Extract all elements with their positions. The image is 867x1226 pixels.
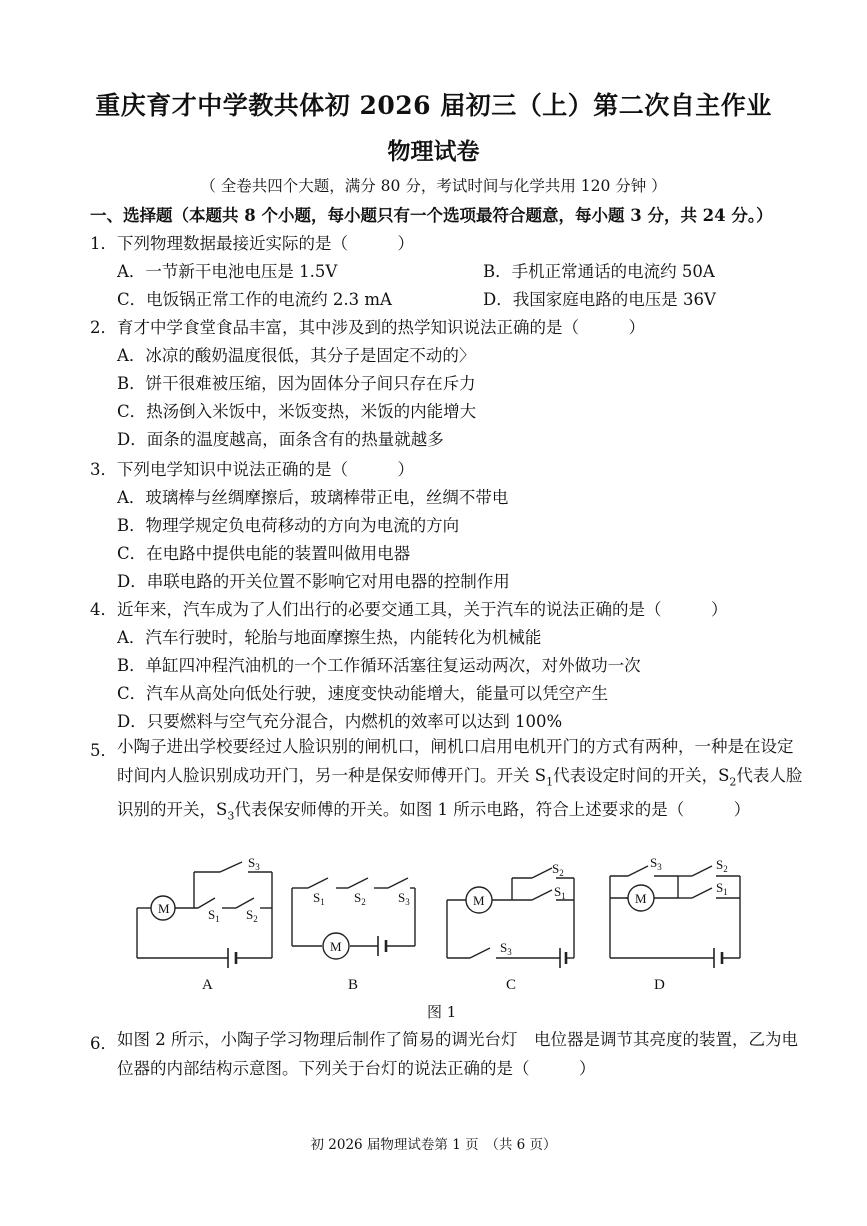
exam-subtitle: 物理试卷 [387, 138, 480, 165]
switch-label-a-s3: $S_3$ [248, 855, 260, 872]
q3-stem: 3．下列电学知识中说法正确的是（ ） [90, 460, 414, 479]
motor-label-d: M [635, 891, 647, 906]
q3-option-a: A．玻璃棒与丝绸摩擦后，玻璃棒带正电，丝绸不带电 [117, 488, 509, 507]
option-label-a: A [202, 977, 213, 993]
exam-note: （ 全卷共四个大题，满分 80 分，考试时间与化学共用 120 分钟 ） [200, 177, 667, 195]
q2-option-c: C．热汤倒入米饭中，米饭变热，米饭的内能增大 [117, 402, 477, 421]
q2-stem: 2．育才中学食堂食品丰富，其中涉及到的热学知识说法正确的是（ ） [90, 318, 645, 337]
q2-option-b: B．饼干很难被压缩，因为固体分子间只存在斥力 [117, 374, 476, 393]
q1-stem: 1．下列物理数据最接近实际的是（ ） [90, 234, 414, 253]
motor-label-b: M [330, 939, 342, 954]
switch-label-a-s2: $S_2$ [246, 907, 258, 924]
q4-option-a: A．汽车行驶时，轮胎与地面摩擦生热，内能转化为机械能 [117, 628, 542, 647]
option-label-d: D [654, 977, 665, 993]
q3-option-b: B．物理学规定负电荷移动的方向为电流的方向 [117, 516, 460, 535]
q4-option-d: D．只要燃料与空气充分混合，内燃机的效率可以达到 100% [117, 712, 563, 731]
switch-label-c-s1: $S_1$ [554, 884, 566, 901]
q4-option-c: C．汽车从高处向低处行驶，速度变快动能增大，能量可以凭空产生 [117, 684, 609, 703]
q6-text: 如图 2 所示，小陶子学习物理后制作了简易的调光台灯 电位器是调节其亮度的装置，乙为电位器的内部结构示意图。下列关于台灯的说法正确的是（ ） [117, 1030, 798, 1078]
q6-number: 6． [90, 1034, 117, 1053]
q4-option-b: B．单缸四冲程汽油机的一个工作循环活塞往复运动两次，对外做功一次 [117, 656, 641, 675]
q5-number: 5． [90, 741, 117, 760]
q2-option-a: A．冰凉的酸奶温度很低，其分子是固定不动的〉 [117, 346, 476, 365]
q1-option-a: A．一节新干电池电压是 1.5V [117, 262, 338, 281]
q2-option-d: D．面条的温度越高，面条含有的热量就越多 [117, 430, 444, 449]
page-footer: 初 2026 届物理试卷第 1 页 （共 6 页） [310, 1137, 557, 1153]
section-1-heading: 一、选择题（本题共 8 个小题，每小题只有一个选项最符合题意，每小题 3 分，共 24 分。） [90, 206, 773, 225]
switch-label-a-s1: $S_1$ [208, 907, 220, 924]
option-label-c: C [506, 977, 517, 993]
q1-option-d: D．我国家庭电路的电压是 36V [483, 290, 716, 309]
q1-option-c: C．电饭锅正常工作的电流约 2.3 mA [117, 290, 392, 309]
figure-1-circuits [0, 850, 867, 1000]
option-label-b: B [348, 977, 359, 993]
switch-label-c-s3: $S_3$ [500, 940, 512, 957]
switch-label-c-s2: $S_2$ [552, 861, 564, 878]
switch-label-d-s3: $S_3$ [650, 855, 662, 872]
q3-option-d: D．串联电路的开关位置不影响它对用电器的控制作用 [117, 572, 510, 591]
switch-label-d-s1: $S_1$ [716, 880, 728, 897]
switch-label-d-s2: $S_2$ [716, 857, 728, 874]
motor-label-c: M [473, 893, 485, 908]
switch-label-b-s2: $S_2$ [354, 890, 366, 907]
q4-stem: 4．近年来，汽车成为了人们出行的必要交通工具，关于汽车的说法正确的是（ ） [90, 600, 728, 619]
q3-option-c: C．在电路中提供电能的装置叫做用电器 [117, 544, 411, 563]
switch-label-b-s3: $S_3$ [398, 890, 410, 907]
exam-title: 重庆育才中学教共体初 2026 届初三（上）第二次自主作业 [95, 91, 772, 120]
motor-label-a: M [158, 901, 170, 916]
figure-1-caption: 图 1 [427, 1003, 457, 1021]
switch-label-b-s1: $S_1$ [313, 890, 325, 907]
q1-option-b: B．手机正常通话的电流约 50A [483, 262, 715, 281]
q5-text: 小陶子进出学校要经过人脸识别的闸机口，闸机口启用电机开门的方式有两种，一种是在设定时间内人脸识别成功开门，另一种是保安师傅开门。开关 $S_1$代表设定时间的开关，$S_2$代表人脸识别的开关，$S_3$代表保安师傅的开关。如图 1 所示电路，符合上述要求的是（ ） [117, 737, 803, 823]
